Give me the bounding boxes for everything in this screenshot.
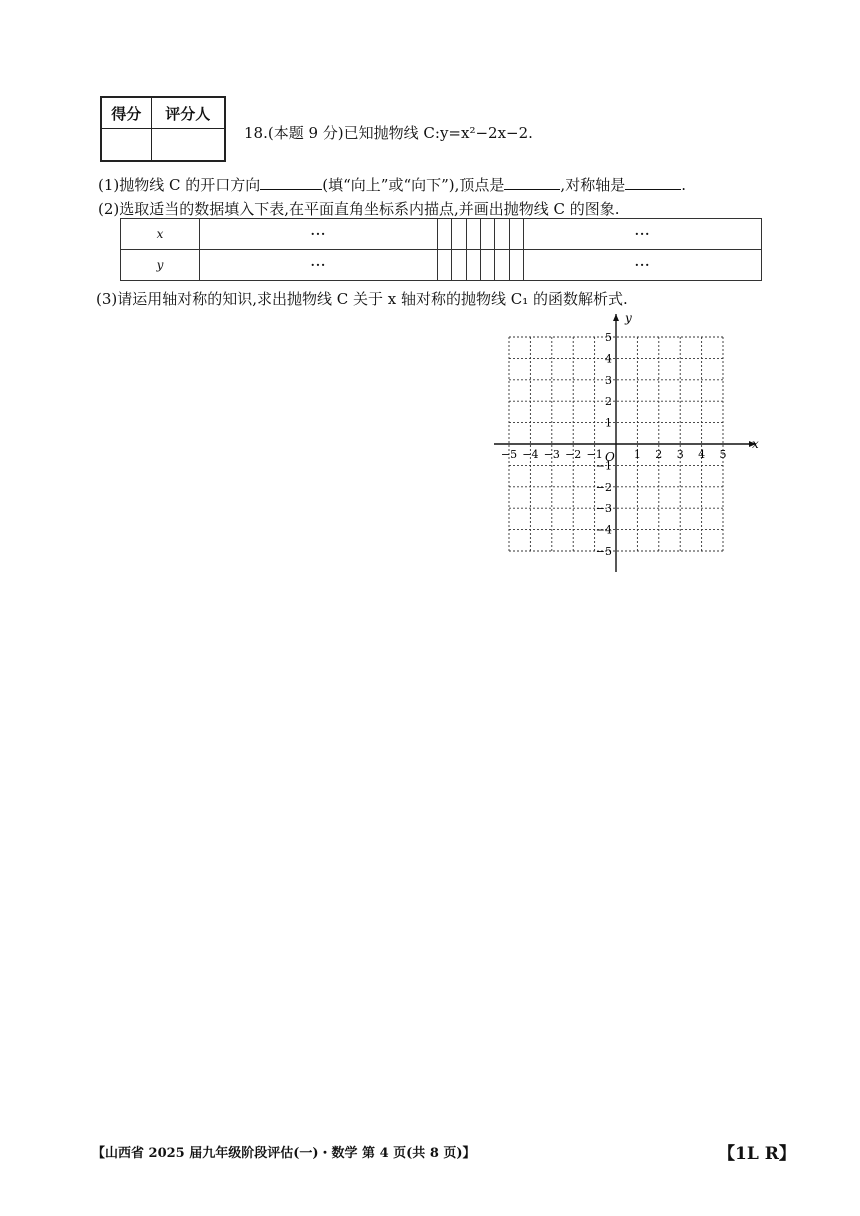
y-tick-label: −3 (595, 502, 612, 516)
part1-prefix: (1)抛物线 C 的开口方向 (98, 176, 261, 194)
table-row-x (121, 219, 762, 250)
part1-mid2: ,对称轴是 (560, 176, 626, 194)
table-cell[interactable] (495, 219, 509, 250)
x-tick-label: 5 (719, 448, 727, 461)
x-tick-label: 2 (655, 448, 663, 461)
part1-line (98, 174, 686, 195)
table-cell: ··· (200, 219, 438, 250)
y-tick-label: 3 (605, 373, 612, 387)
table-cell[interactable] (495, 250, 509, 281)
y-tick-label: 2 (605, 395, 612, 409)
table-cell: ··· (524, 250, 762, 281)
vertex-blank[interactable] (504, 175, 560, 190)
axis-of-symmetry-blank[interactable] (625, 175, 681, 190)
x-tick-label: −2 (565, 448, 582, 461)
x-axis-label: x (752, 437, 759, 451)
y-tick-label: −5 (595, 545, 612, 558)
y-tick-label: −1 (595, 459, 612, 473)
opening-direction-blank[interactable] (260, 175, 322, 190)
table-cell[interactable] (480, 219, 494, 250)
grader-field[interactable] (151, 129, 224, 161)
table-cell[interactable] (466, 250, 480, 281)
table-cell: ··· (200, 250, 438, 281)
coordinate-grid[interactable] (488, 310, 768, 576)
x-tick-label: −3 (543, 448, 560, 461)
part1-suffix: . (681, 176, 686, 194)
question-header: 18.(本题 9 分)已知抛物线 C:y=x²−2x−2. (244, 124, 533, 142)
x-tick-label: −5 (500, 448, 518, 461)
axes (494, 314, 756, 572)
table-row-y (121, 250, 762, 281)
x-tick-label: 3 (676, 448, 684, 461)
table-cell[interactable] (452, 219, 466, 250)
y-tick-label: −2 (595, 480, 612, 494)
table-cell[interactable] (480, 250, 494, 281)
x-tick-label: 4 (698, 448, 706, 461)
x-tick-label: 1 (633, 448, 641, 461)
origin-label: O (605, 450, 615, 464)
score-box (100, 96, 226, 162)
table-cell[interactable] (509, 219, 523, 250)
y-axis-label: y (625, 311, 632, 325)
y-tick-label: 5 (605, 331, 612, 344)
footer-text: 【山西省 2025 届九年级阶段评估(一)・数学 第 4 页(共 8 页)】 (92, 1146, 476, 1161)
x-tick-label: −1 (586, 448, 603, 461)
grader-label: 评分人 (151, 98, 224, 129)
value-table (120, 218, 762, 281)
y-axis-arrow (613, 314, 619, 321)
table-cell[interactable] (466, 219, 480, 250)
table-var-x: x (121, 219, 200, 250)
table-cell[interactable] (437, 250, 451, 281)
part2-text: (2)选取适当的数据填入下表,在平面直角坐标系内描点,并画出抛物线 C 的图象. (98, 200, 620, 218)
score-field[interactable] (102, 129, 152, 161)
x-tick-label: −4 (522, 448, 539, 461)
table-cell[interactable] (437, 219, 451, 250)
part3-text: (3)请运用轴对称的知识,求出抛物线 C 关于 x 轴对称的抛物线 C₁ 的函数解析式. (96, 290, 628, 308)
y-tick-label: 4 (605, 352, 612, 366)
y-tick-label: 1 (605, 416, 612, 430)
table-cell: ··· (524, 219, 762, 250)
table-cell[interactable] (452, 250, 466, 281)
table-cell[interactable] (509, 250, 523, 281)
y-tick-label: −4 (595, 523, 612, 537)
part1-mid: (填“向上”或“向下”),顶点是 (322, 176, 505, 194)
score-label: 得分 (102, 98, 152, 129)
table-var-y: y (121, 250, 200, 281)
paper-code: 【1L R】 (718, 1144, 796, 1164)
